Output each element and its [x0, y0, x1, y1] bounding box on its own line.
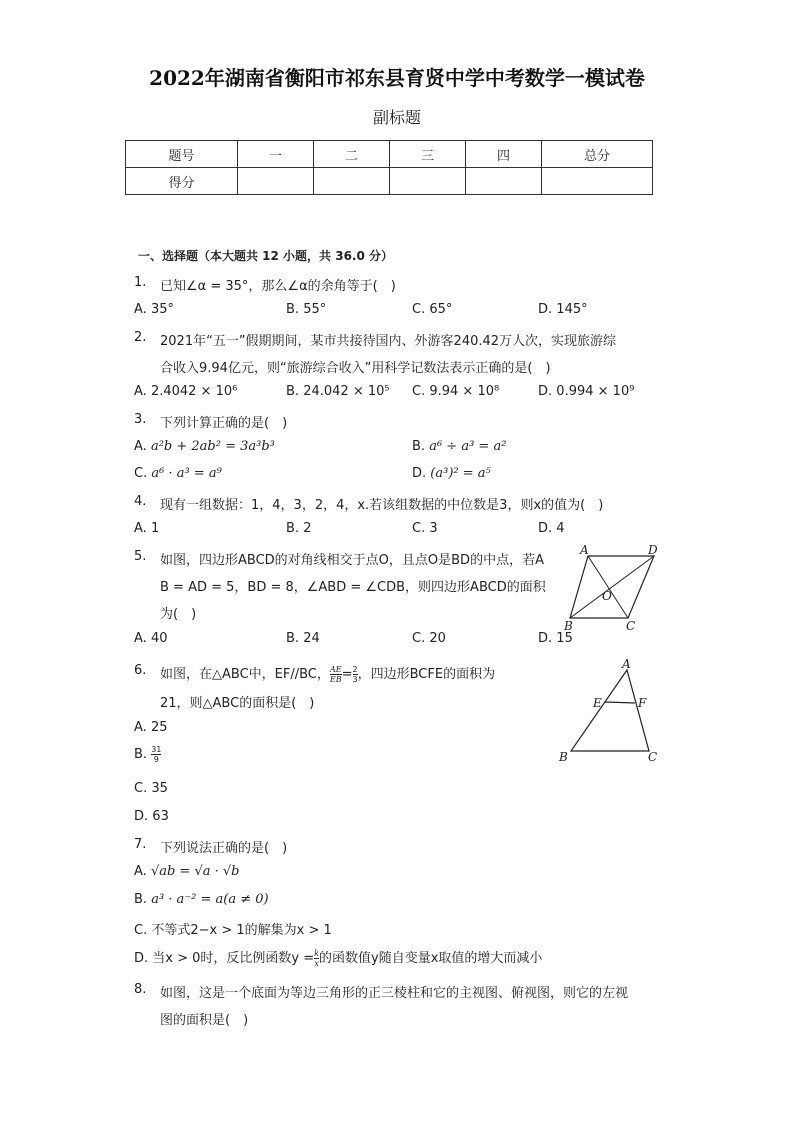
- question-number: 7.: [134, 837, 147, 852]
- option-letter: D.: [538, 521, 553, 536]
- option-text: 65°: [429, 302, 453, 317]
- option-text: a²b + 2ab² = 3a³b³: [150, 439, 275, 454]
- option-text: 15: [556, 631, 573, 646]
- option-b[interactable]: [134, 745, 161, 764]
- option-b[interactable]: [286, 384, 390, 399]
- option-letter: C.: [412, 521, 426, 536]
- question-text: 21，则△ABC的面积是( ): [160, 696, 315, 711]
- option-letter: D.: [412, 466, 427, 481]
- option-text: √ab = √a · √b: [150, 864, 240, 879]
- option-b[interactable]: [286, 521, 311, 536]
- option-text: 40: [150, 631, 168, 646]
- header-cell: 三: [390, 141, 466, 168]
- option-text-pre: 当x > 0时，反比例函数y =: [152, 951, 315, 966]
- question-number: 4.: [134, 494, 147, 509]
- question-text: 现有一组数据：1，4，3，2，4，x.若该组数据的中位数是3，则x的值为( ): [160, 498, 604, 513]
- diagonal-ac: [588, 556, 628, 618]
- option-letter: B.: [134, 892, 148, 907]
- equals-sign: =: [341, 667, 353, 682]
- fraction-denominator: x: [314, 959, 319, 968]
- option-a[interactable]: [134, 302, 174, 317]
- triangle-abc: [571, 670, 649, 751]
- option-letter: A.: [134, 302, 147, 317]
- label-c: C: [648, 750, 658, 764]
- option-text: 35°: [150, 302, 174, 317]
- fraction-ae-eb: [330, 665, 342, 684]
- question-text-part: 如图，在△ABC中，EF//BC，: [160, 667, 330, 682]
- option-letter: C.: [134, 781, 148, 796]
- option-letter: D.: [538, 631, 553, 646]
- option-b[interactable]: [134, 892, 269, 907]
- question-text: 下列计算正确的是( ): [160, 416, 288, 431]
- option-letter: D.: [538, 302, 553, 317]
- option-letter: D.: [538, 384, 553, 399]
- option-text: 3: [429, 521, 438, 536]
- fraction-denominator: 9: [153, 755, 159, 764]
- option-letter: B.: [286, 384, 300, 399]
- option-letter: B.: [134, 747, 148, 762]
- label-b: B: [564, 619, 573, 632]
- question-text: 如图，这是一个底面为等边三角形的正三棱柱和它的主视图、俯视图，则它的左视: [160, 986, 629, 1001]
- option-text: 2.4042 × 10⁶: [150, 384, 238, 399]
- header-cell: 题号: [126, 141, 238, 168]
- option-a[interactable]: [134, 864, 240, 879]
- option-letter: B.: [286, 631, 300, 646]
- option-letter: A.: [134, 631, 147, 646]
- label-a: A: [622, 657, 631, 671]
- option-c[interactable]: [134, 919, 332, 938]
- option-a[interactable]: [134, 384, 237, 399]
- option-text: (a³)² = a⁵: [430, 466, 491, 481]
- question-number: 8.: [134, 982, 147, 997]
- option-d[interactable]: [134, 809, 169, 824]
- page-subtitle: 副标题: [372, 108, 421, 127]
- option-letter: C.: [134, 466, 148, 481]
- score-cell[interactable]: [466, 168, 542, 195]
- score-table: [125, 140, 653, 195]
- option-letter: C.: [134, 923, 148, 938]
- option-letter: C.: [412, 631, 426, 646]
- option-a[interactable]: [134, 521, 159, 536]
- fraction-numerator: k: [314, 949, 319, 958]
- option-letter: C.: [412, 302, 426, 317]
- option-d[interactable]: [538, 521, 565, 536]
- question-number: 3.: [134, 412, 147, 427]
- option-letter: B.: [286, 521, 300, 536]
- score-cell[interactable]: [390, 168, 466, 195]
- header-cell: 四: [466, 141, 542, 168]
- question-text-part: ，四边形BCFE的面积为: [357, 667, 496, 682]
- header-cell: 二: [314, 141, 390, 168]
- option-c[interactable]: [412, 631, 446, 646]
- option-text: 63: [152, 809, 169, 824]
- option-d[interactable]: [538, 302, 588, 317]
- option-c[interactable]: [134, 781, 168, 796]
- question-text: 如图，四边形ABCD的对角线相交于点O，且点O是BD的中点，若A: [160, 553, 544, 568]
- fraction-denominator: EB: [329, 675, 342, 684]
- option-letter: D.: [134, 951, 149, 966]
- option-letter: A.: [134, 384, 147, 399]
- option-text: 4: [556, 521, 565, 536]
- option-text: 35: [151, 781, 168, 796]
- option-letter: A.: [134, 521, 147, 536]
- option-letter: A.: [134, 720, 147, 735]
- option-text: 0.994 × 10⁹: [556, 384, 635, 399]
- option-b[interactable]: [286, 631, 320, 646]
- option-letter: D.: [134, 809, 149, 824]
- option-text: 9.94 × 10⁸: [429, 384, 500, 399]
- question-number: 2.: [134, 330, 147, 345]
- score-cell[interactable]: [238, 168, 314, 195]
- option-a[interactable]: [134, 720, 167, 735]
- question-text: 图的面积是( ): [160, 1013, 249, 1028]
- page-title: 2022年湖南省衡阳市祁东县育贤中学中考数学一模试卷: [149, 66, 645, 90]
- question-number: 6.: [134, 663, 147, 678]
- fraction-numerator: 2: [352, 665, 358, 674]
- label-c: C: [626, 619, 636, 632]
- label-f: F: [638, 696, 647, 710]
- question-text: 合收入9.94亿元，则“旅游综合收入”用科学记数法表示正确的是( ): [160, 361, 551, 376]
- header-cell: 一: [238, 141, 314, 168]
- option-text: a⁶ · a³ = a⁹: [151, 466, 222, 481]
- option-letter: B.: [412, 439, 426, 454]
- option-letter: A.: [134, 439, 147, 454]
- question-text: 已知∠α = 35°，那么∠α的余角等于( ): [160, 279, 396, 294]
- question-number: 5.: [134, 549, 147, 564]
- label-o: O: [602, 589, 612, 603]
- question-number: 1.: [134, 275, 147, 290]
- option-text: 24: [303, 631, 320, 646]
- segment-ef: [605, 702, 635, 703]
- option-text: a³ · a⁻² = a(a ≠ 0): [151, 892, 269, 907]
- figure-quadrilateral: [560, 542, 665, 632]
- option-a[interactable]: [134, 631, 167, 646]
- option-text: 20: [429, 631, 446, 646]
- option-text: 25: [150, 720, 168, 735]
- question-text: [160, 663, 495, 684]
- option-d[interactable]: [538, 384, 634, 399]
- option-text: 145°: [556, 302, 588, 317]
- option-c[interactable]: [134, 466, 222, 481]
- figure-triangle: [555, 655, 665, 767]
- option-a[interactable]: [134, 439, 275, 454]
- row-label: 得分: [126, 168, 238, 195]
- option-d[interactable]: [134, 947, 542, 968]
- option-text: 1: [150, 521, 160, 536]
- score-cell[interactable]: [314, 168, 390, 195]
- option-letter: C.: [412, 384, 426, 399]
- score-table-header-row: [126, 141, 653, 168]
- label-b: B: [559, 750, 568, 764]
- option-text: 2: [303, 521, 312, 536]
- question-text: 2021年“五一”假期期间，某市共接待国内、外游客240.42万人次，实现旅游综: [160, 334, 617, 349]
- option-text: a⁶ ÷ a³ = a²: [429, 439, 507, 454]
- label-d: D: [648, 543, 658, 557]
- question-text: B = AD = 5，BD = 8，∠ABD = ∠CDB，则四边形ABCD的面积: [160, 580, 546, 595]
- option-fraction: [151, 745, 161, 764]
- label-a: A: [580, 543, 589, 557]
- option-d[interactable]: [412, 466, 491, 481]
- option-c[interactable]: [412, 384, 499, 399]
- option-text-post: 的函数值y随自变量x取值的增大而减小: [319, 951, 543, 966]
- label-e: E: [593, 696, 602, 710]
- question-text: 下列说法正确的是( ): [160, 841, 288, 856]
- option-letter: B.: [286, 302, 300, 317]
- option-text: 55°: [303, 302, 327, 317]
- option-text: 不等式2−x > 1的解集为x > 1: [151, 923, 332, 938]
- option-b[interactable]: [286, 302, 326, 317]
- option-text: 24.042 × 10⁵: [303, 384, 390, 399]
- score-cell[interactable]: [542, 168, 653, 195]
- fraction-numerator: 31: [151, 745, 162, 754]
- option-letter: A.: [134, 864, 147, 879]
- section-title: 一、选择题（本大题共 12 小题，共 36.0 分）: [138, 249, 394, 263]
- option-d[interactable]: [538, 631, 573, 646]
- fraction-denominator: 3: [352, 675, 358, 684]
- option-c[interactable]: [412, 302, 452, 317]
- header-cell: 总分: [542, 141, 653, 168]
- question-text: 为( ): [160, 607, 197, 622]
- score-table-row: [126, 168, 653, 195]
- fraction-numerator: AE: [329, 665, 342, 674]
- option-b[interactable]: [412, 439, 506, 454]
- option-c[interactable]: [412, 521, 438, 536]
